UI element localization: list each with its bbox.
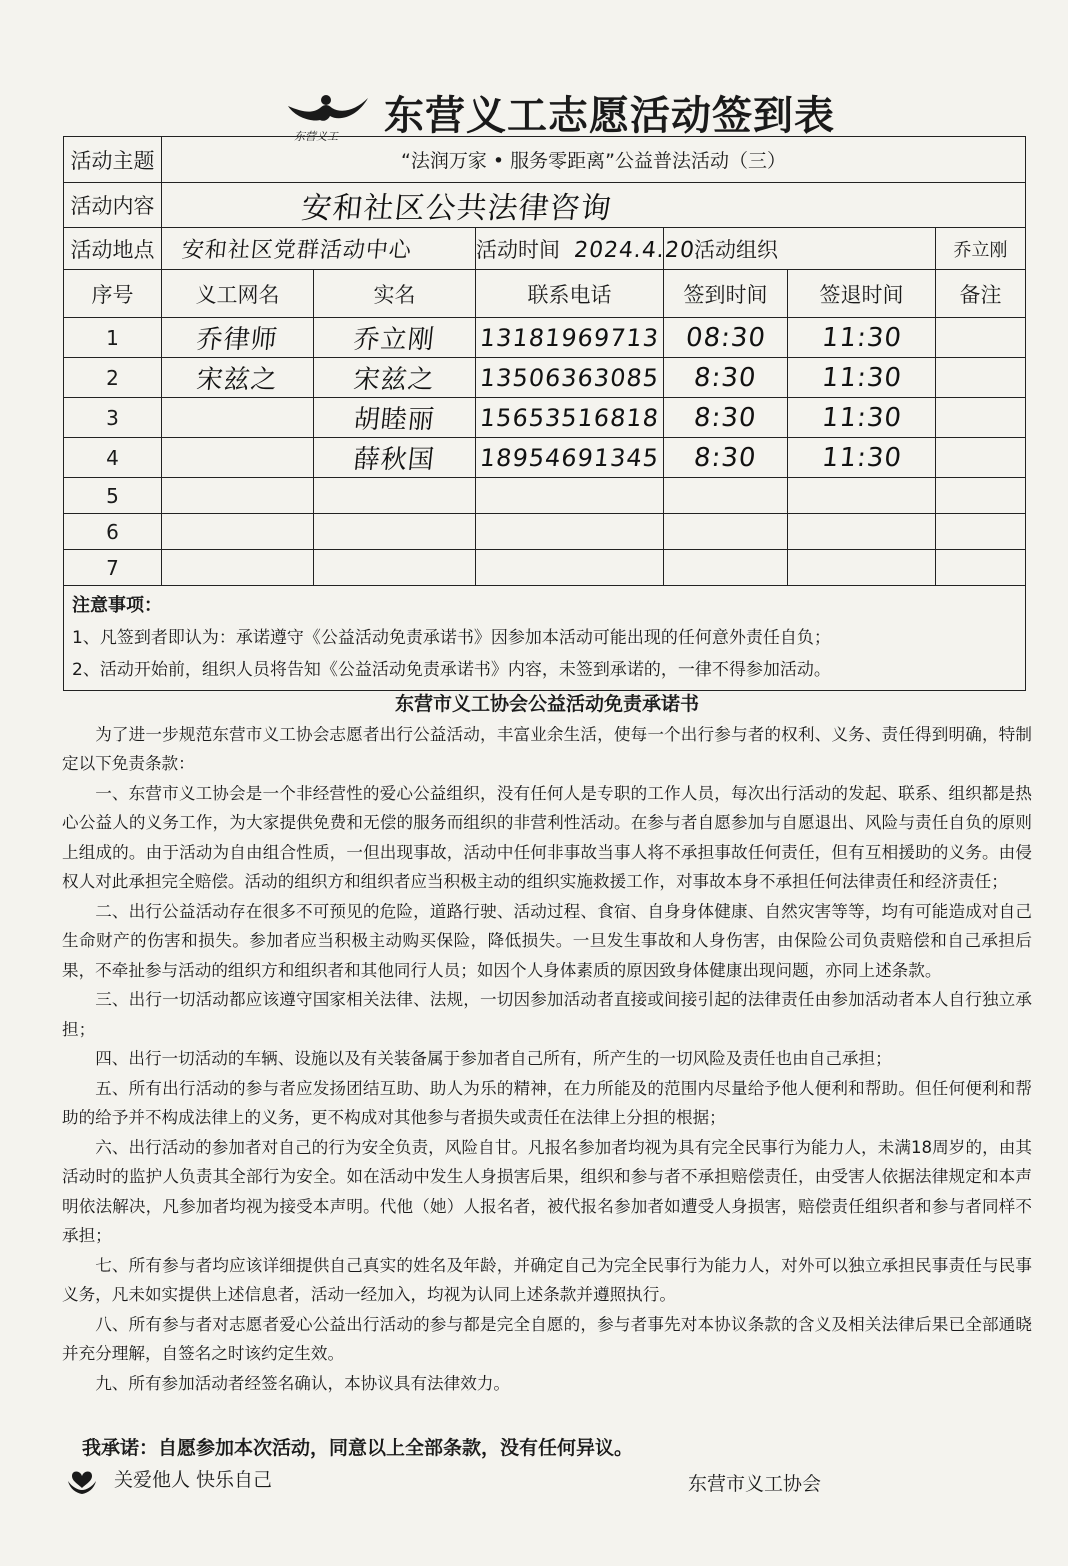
row-number: 7: [64, 550, 162, 586]
row-number: 6: [64, 514, 162, 550]
waiver-section: [62, 690, 1032, 1398]
row-number: 3: [64, 398, 162, 438]
note-item: 2、活动开始前，组织人员将告知《公益活动免责承诺书》内容，未签到承诺的，一律不得参加活动。: [72, 660, 831, 680]
topic-label: 活动主题: [64, 137, 162, 183]
nickname-cell: [162, 358, 314, 398]
real-name-cell-text: 薛秋国: [352, 445, 437, 475]
location-value: 安和社区党群活动中心: [180, 238, 414, 263]
heart-hands-icon: [66, 1467, 98, 1495]
col-header-sign-in: 签到时间: [664, 270, 788, 318]
table-header-row: [64, 270, 1026, 318]
real-name-cell: [314, 550, 476, 586]
waiver-paragraph: 三、出行一切活动都应该遵守国家相关法律、法规，一切因参加活动者直接或间接引起的法律责任由参加活动者本人自行独立承担；: [62, 990, 1032, 1039]
note-cell: [936, 398, 1026, 438]
sign-in-time-cell-text: 8:30: [692, 442, 759, 473]
sign-out-time-cell: [788, 478, 936, 514]
note-cell: [936, 318, 1026, 358]
organizer-label: 活动组织: [664, 228, 936, 270]
real-name-cell-text: 胡睦丽: [352, 405, 437, 435]
table-row: [64, 514, 1026, 550]
nickname-cell: [162, 514, 314, 550]
waiver-paragraph: 七、所有参与者均应该详细提供自己真实的姓名及年龄，并确定自己为完全民事行为能力人，对外可以独立承担民事责任与民事义务，凡未如实提供上述信息者，活动一经加入，均视为认同上述条款并遵照执行。: [62, 1255, 1032, 1304]
phone-cell: [476, 398, 664, 438]
location-row: [64, 228, 1026, 270]
phone-cell-text: 18954691345: [478, 443, 661, 472]
nickname-cell: [162, 550, 314, 586]
phone-cell: [476, 478, 664, 514]
sign-out-time-cell: [788, 438, 936, 478]
col-header-name: 实名: [314, 270, 476, 318]
sign-in-time-cell: [664, 398, 788, 438]
col-header-nickname: 义工网名: [162, 270, 314, 318]
real-name-cell: [314, 398, 476, 438]
notes-row: [64, 586, 1026, 691]
sign-out-time-cell: [788, 358, 936, 398]
slogan-text: 关爱他人 快乐自己: [114, 1469, 273, 1491]
phone-cell-text: 13181969713: [478, 323, 661, 352]
note-cell: [936, 514, 1026, 550]
real-name-cell: [314, 318, 476, 358]
content-value: 安和社区公共法律咨询: [299, 191, 614, 226]
sheet-header: [0, 78, 1068, 143]
table-row: [64, 358, 1026, 398]
note-item: 1、凡签到者即认为：承诺遵守《公益活动免责承诺书》因参加本活动可能出现的任何意外责任自负；: [72, 628, 831, 648]
row-number: 1: [64, 318, 162, 358]
sign-out-time-cell-text: 11:30: [819, 362, 904, 393]
sign-out-time-cell-text: 11:30: [819, 402, 904, 433]
topic-value: “法润万家 • 服务零距离”公益普法活动（三）: [162, 137, 1026, 183]
phone-cell: [476, 550, 664, 586]
topic-row: [64, 137, 1026, 183]
sign-in-time-cell: [664, 318, 788, 358]
waiver-paragraph: 八、所有参与者对志愿者爱心公益出行活动的参与都是完全自愿的，参与者事先对本协议条款的含义及相关法律后果已全部通晓并充分理解，自签名之时该约定生效。: [62, 1314, 1032, 1363]
sign-in-time-cell: [664, 514, 788, 550]
phone-cell-text: 15653516818: [478, 403, 661, 432]
nickname-cell: [162, 438, 314, 478]
time-label: 活动时间: [476, 237, 560, 262]
sign-in-time-cell-text: 08:30: [683, 322, 768, 353]
sign-out-time-cell-text: 11:30: [819, 442, 904, 473]
waiver-paragraph: 五、所有出行活动的参与者应发扬团结互助、助人为乐的精神，在力所能及的范围内尽量给予他人便利和帮助。但任何便利和帮助的给予并不构成法律上的义务，更不构成对其他参与者损失或责任在法律上分担的根据；: [62, 1078, 1032, 1127]
nickname-cell-text: 乔律师: [195, 325, 280, 355]
waiver-paragraph: 四、出行一切活动的车辆、设施以及有关装备属于参加者自己所有，所产生的一切风险及责任也由自己承担；: [95, 1049, 892, 1068]
waiver-paragraph: 为了进一步规范东营市义工协会志愿者出行公益活动，丰富业余生活，使每一个出行参与者的权利、义务、责任得到明确，特制定以下免责条款：: [62, 724, 1032, 773]
phone-cell: [476, 438, 664, 478]
page-title: 东营义工志愿活动签到表: [384, 93, 835, 139]
sign-out-time-cell-text: 11:30: [819, 322, 904, 353]
col-header-phone: 联系电话: [476, 270, 664, 318]
row-number: 2: [64, 358, 162, 398]
notes-cell: [64, 586, 1026, 691]
phone-cell: [476, 514, 664, 550]
footer-slogan: [66, 1465, 272, 1495]
waiver-paragraph: 一、东营市义工协会是一个非经营性的爱心公益组织，没有任何人是专职的工作人员，每次出行活动的发起、联系、组织都是热心公益人的义务工作，为大家提供免费和无偿的服务而组织的非营利性活动。在参与者自愿参加与自愿退出、风险与责任自负的原则上组成的。由于活动为自由组合性质，一但出现事故，活动中任何非事故当事人将不承担事故任何责任，但有互相援助的义务。由侵权人对此承担完全赔偿。活动的组织方和组织者应当积极主动的组织实施救援工作，对事故本身不承担任何法律责任和经济责任；: [62, 783, 1032, 891]
table-row: [64, 478, 1026, 514]
sign-out-time-cell: [788, 318, 936, 358]
note-cell: [936, 358, 1026, 398]
content-label: 活动内容: [64, 183, 162, 228]
sign-out-time-cell: [788, 514, 936, 550]
sign-in-time-cell: [664, 478, 788, 514]
nickname-cell: [162, 398, 314, 438]
note-cell: [936, 550, 1026, 586]
sign-in-time-cell-text: 8:30: [692, 402, 759, 433]
real-name-cell: [314, 514, 476, 550]
time-value: 2024.4.20: [572, 237, 697, 263]
real-name-cell-text: 宋兹之: [352, 365, 437, 395]
logo-text: 东营义工: [294, 130, 338, 143]
organizer-value: 乔立刚: [936, 228, 1026, 270]
sign-in-time-cell: [664, 438, 788, 478]
sign-in-time-cell-text: 8:30: [692, 362, 759, 393]
phone-cell: [476, 358, 664, 398]
sign-in-time-cell: [664, 550, 788, 586]
waiver-paragraph: 六、出行活动的参加者对自己的行为安全负责，风险自甘。凡报名参加者均视为具有完全民事行为能力人，未满18周岁的，由其活动时的监护人负责其全部行为安全。如在活动中发生人身损害后果，组织和参与者不承担赔偿责任，由受害人依据法律规定和本声明依法解决，凡参加者均视为接受本声明。代他（她）人报名者，被代报名参加者如遭受人身损害，赔偿责任组织者和参与者同样不承担；: [62, 1137, 1032, 1245]
table-row: [64, 550, 1026, 586]
real-name-cell: [314, 478, 476, 514]
pledge-statement: 我承诺：自愿参加本次活动，同意以上全部条款，没有任何异议。: [82, 1437, 634, 1459]
location-label: 活动地点: [64, 228, 162, 270]
phone-cell-text: 13506363085: [478, 363, 661, 392]
row-number: 4: [64, 438, 162, 478]
waiver-title: 东营市义工协会公益活动免责承诺书: [394, 693, 699, 715]
nickname-cell-text: 宋兹之: [195, 365, 280, 395]
real-name-cell: [314, 438, 476, 478]
table-body: [64, 318, 1026, 586]
note-cell: [936, 438, 1026, 478]
col-header-sign-out: 签退时间: [788, 270, 936, 318]
content-row: [64, 183, 1026, 228]
table-row: [64, 438, 1026, 478]
phone-cell: [476, 318, 664, 358]
waiver-paragraph: 二、出行公益活动存在很多不可预见的危险，道路行驶、活动过程、食宿、自身身体健康、自然灾害等等，均有可能造成对自己生命财产的伤害和损失。参加者应当积极主动购买保险，降低损失。一旦发生事故和人身伤害，由保险公司负责赔偿和自己承担后果，不牵扯参与活动的组织方和组织者和其他同行人员；如因个人身体素质的原因致身体健康出现问题，亦同上述条款。: [62, 901, 1032, 980]
sign-in-time-cell: [664, 358, 788, 398]
table-row: [64, 398, 1026, 438]
organization-signature: 东营市义工协会: [688, 1473, 822, 1495]
nickname-cell: [162, 318, 314, 358]
sign-in-table: [63, 136, 1026, 691]
col-header-note: 备注: [936, 270, 1026, 318]
row-number: 5: [64, 478, 162, 514]
table-row: [64, 318, 1026, 358]
waiver-paragraph: 九、所有参加活动者经签名确认，本协议具有法律效力。: [95, 1373, 511, 1393]
col-header-no: 序号: [64, 270, 162, 318]
real-name-cell-text: 乔立刚: [352, 325, 437, 355]
notes-title: 注意事项：: [72, 595, 162, 616]
sign-out-time-cell: [788, 398, 936, 438]
note-cell: [936, 478, 1026, 514]
real-name-cell: [314, 358, 476, 398]
sign-out-time-cell: [788, 550, 936, 586]
nickname-cell: [162, 478, 314, 514]
